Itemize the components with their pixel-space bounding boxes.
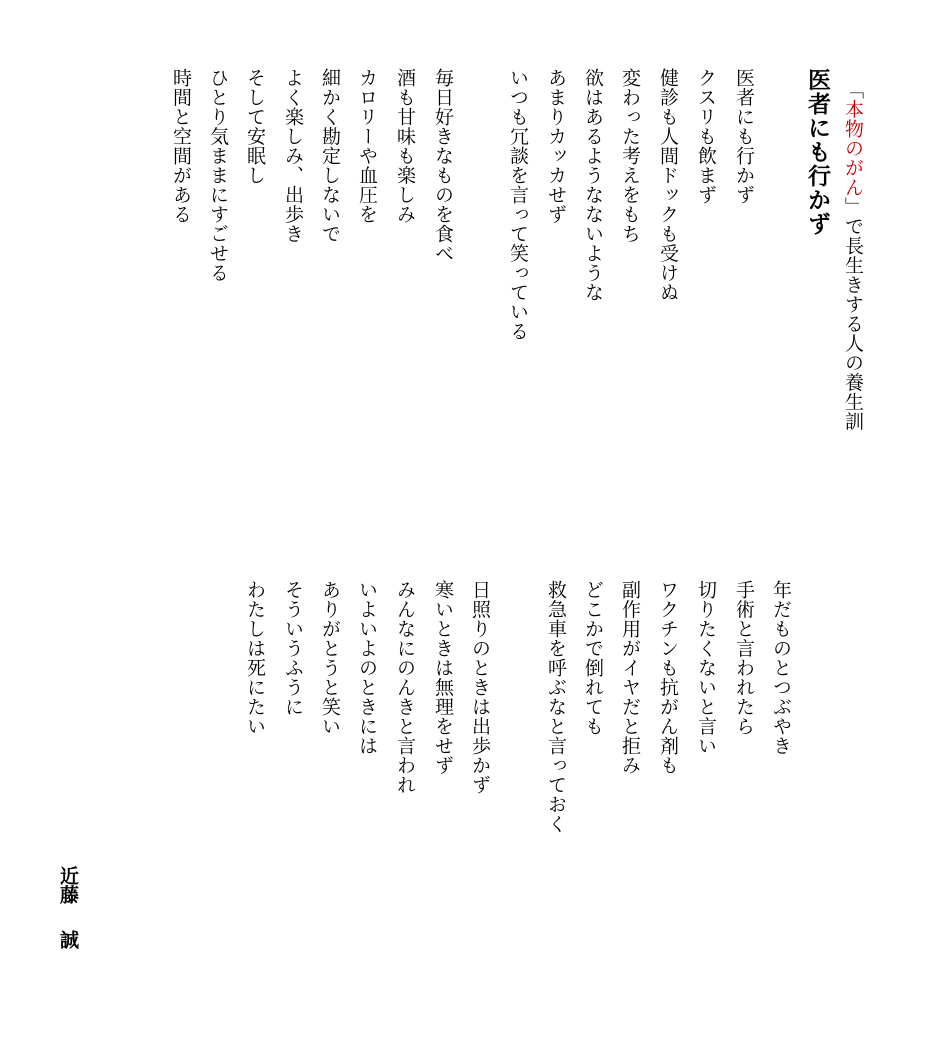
poem-line: 医者にも行かず	[733, 68, 755, 205]
poem-line: 年だものとつぶやき	[770, 580, 792, 756]
poem-line: ひとり気ままにすごせる	[207, 68, 229, 283]
poem-line: よく楽しみ、出歩き	[282, 68, 304, 244]
poem-line: 副作用がイヤだと拒み	[619, 580, 641, 775]
poem-line: そして安眠し	[244, 68, 266, 185]
poem-line: みんなにのんきと言われ	[394, 580, 416, 795]
poem-line: 時間と空間がある	[170, 68, 192, 224]
poem-line: 健診も人間ドックも受けぬ	[657, 68, 679, 302]
poem-line: カロリーや血圧を	[356, 68, 378, 224]
poem-line: クスリも飲まず	[695, 68, 717, 205]
subtitle-highlight: 本物のがん	[842, 99, 864, 197]
poem-line: ありがとうと笑い	[319, 580, 341, 736]
author-name	[58, 866, 77, 949]
subtitle	[843, 80, 862, 431]
poem-line: いよいよのときには	[356, 580, 378, 756]
subtitle-rest: で長生きする人の養生訓	[842, 216, 864, 431]
poem-line: あまりカッカせず	[545, 68, 567, 224]
poem-line: 変わった考えをもち	[619, 68, 641, 244]
author-family-name: 近藤	[57, 866, 79, 904]
poem-line: ワクチンも抗がん剤も	[657, 580, 679, 775]
poem-line: 細かく勘定しないで	[319, 68, 341, 244]
poem-line: どこかで倒れても	[582, 580, 604, 736]
subtitle-open-bracket: 「	[842, 80, 864, 100]
poem-line: 手術と言われたら	[733, 580, 755, 736]
poem-line: 切りたくないと言い	[695, 580, 717, 756]
author-given-name: 誠	[57, 930, 79, 949]
poem-line: 毎日好きなものを食べ	[432, 68, 454, 263]
poem-line: 欲はあるようなないような	[582, 68, 604, 302]
poem-line: 酒も甘味も楽しみ	[394, 68, 416, 224]
poem-line: わたしは死にたい	[244, 580, 266, 736]
poem-line: そういうふうに	[282, 580, 304, 717]
poem-line: 救急車を呼ぶなと言っておく	[545, 580, 567, 834]
subtitle-close-bracket: 」	[842, 197, 864, 217]
poem-line: いつも冗談を言って笑っている	[507, 68, 529, 341]
page-title: 医者にも行かず	[804, 68, 830, 236]
poem-line: 寒いときは無理をせず	[432, 580, 454, 775]
poem-line: 日照りのときは出歩かず	[469, 580, 491, 795]
